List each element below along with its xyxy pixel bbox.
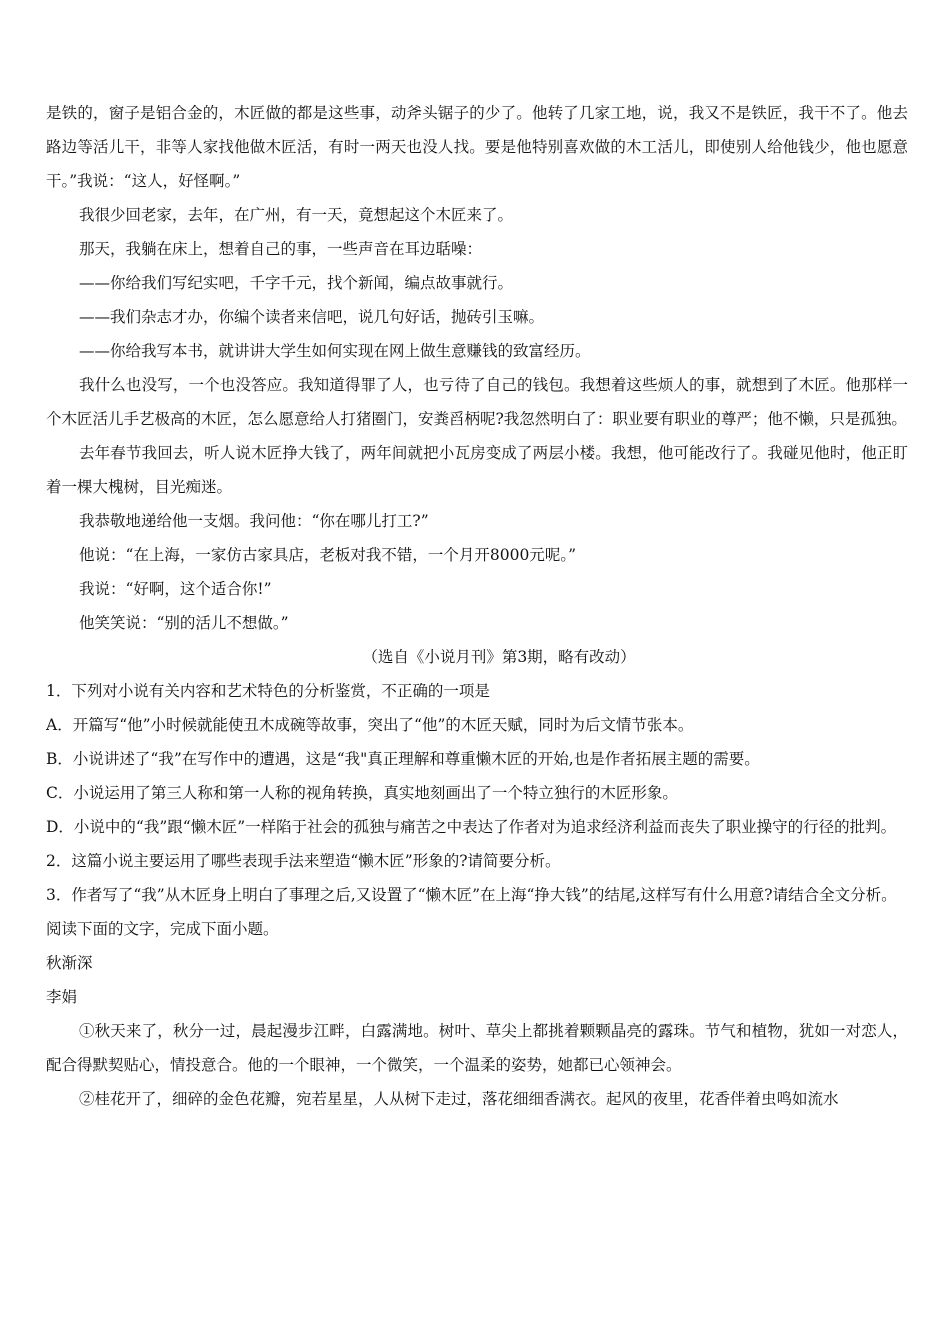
question-2: 2．这篇小说主要运用了哪些表现手法来塑造“懒木匠”形象的?请简要分析。 bbox=[46, 852, 561, 870]
story-paragraph: 我很少回老家，去年，在广州，有一天，竟想起这个木匠来了。 bbox=[79, 206, 514, 224]
essay-paragraph: ①秋天来了，秋分一过，晨起漫步江畔，白露满地。树叶、草尖上都挑着颗颗晶亮的露珠。节气和植物，犹如一对恋人，配合得默契贴心，情投意合。他的一个眼神，一个微笑，一个温柔的姿势，她都已心领神会。 bbox=[46, 1022, 908, 1074]
question-1-option-d: D．小说中的“我”跟“懒木匠”一样陷于社会的孤独与痛苦之中表达了作者对为追求经济利益而丧失了职业操守的行径的批判。 bbox=[46, 818, 897, 836]
source-citation: （选自《小说月刊》第3期，略有改动） bbox=[362, 648, 636, 666]
story-paragraph: 他说：“在上海，一家仿古家具店，老板对我不错，一个月开8000元呢。” bbox=[79, 546, 577, 564]
story-paragraph: 我说：“好啊，这个适合你!” bbox=[79, 580, 272, 598]
story-paragraph: 是铁的，窗子是铝合金的，木匠做的都是这些事，动斧头锯子的少了。他转了几家工地，说，我又不是铁匠，我干不了。他去路边等活儿干，非等人家找他做木匠活，有时一两天也没人找。要是他特别喜欢做的木工活儿，即使别人给他钱少，他也愿意干。”我说：“这人，好怪啊。” bbox=[46, 104, 908, 190]
essay-paragraph: ②桂花开了，细碎的金色花瓣，宛若星星，人从树下走过，落花细细香满衣。起风的夜里，花香伴着虫鸣如流水 bbox=[79, 1090, 839, 1108]
story-dialogue-line: ——你给我们写纪实吧，千字千元，找个新闻，编点故事就行。 bbox=[79, 274, 514, 292]
essay-author: 李娟 bbox=[46, 988, 78, 1006]
story-paragraph: 去年春节我回去，听人说木匠挣大钱了，两年间就把小瓦房变成了两层小楼。我想，他可能改行了。我碰见他时，他正盯着一棵大槐树，目光痴迷。 bbox=[46, 444, 908, 496]
story-dialogue-line: ——你给我写本书，就讲讲大学生如何实现在网上做生意赚钱的致富经历。 bbox=[79, 342, 591, 360]
question-3: 3．作者写了“我”从木匠身上明白了事理之后,又设置了“懒木匠”在上海“挣大钱”的结尾,这样写有什么用意?请结合全文分析。 bbox=[46, 886, 897, 904]
question-1-option-a: A．开篇写“他”小时候就能使丑木成碗等故事，突出了“他”的木匠天赋，同时为后文情节张本。 bbox=[46, 716, 694, 734]
essay-title: 秋渐深 bbox=[46, 954, 93, 972]
document-content bbox=[46, 96, 908, 1116]
question-1-stem: 1．下列对小说有关内容和艺术特色的分析鉴赏，不正确的一项是 bbox=[46, 682, 490, 700]
story-paragraph: 那天，我躺在床上，想着自己的事，一些声音在耳边聒噪： bbox=[79, 240, 483, 258]
story-paragraph: 我恭敬地递给他一支烟。我问他：“你在哪儿打工?” bbox=[79, 512, 429, 530]
story-dialogue-line: ——我们杂志才办，你编个读者来信吧，说几句好话，抛砖引玉嘛。 bbox=[79, 308, 545, 326]
story-paragraph: 我什么也没写，一个也没答应。我知道得罪了人，也亏待了自己的钱包。我想着这些烦人的事，就想到了木匠。他那样一个木匠活儿手艺极高的木匠，怎么愿意给人打猪圈门，安粪舀柄呢?我忽然明白了：职业要有职业的尊严；他不懒，只是孤独。 bbox=[46, 376, 908, 428]
reading-instruction: 阅读下面的文字，完成下面小题。 bbox=[46, 920, 279, 938]
question-1-option-c: C．小说运用了第三人称和第一人称的视角转换，真实地刻画出了一个特立独行的木匠形象。 bbox=[46, 784, 678, 802]
story-paragraph: 他笑笑说：“别的活儿不想做。” bbox=[79, 614, 289, 632]
question-1-option-b: B．小说讲述了“我”在写作中的遭遇，这是“我"真正理解和尊重懒木匠的开始,也是作者拓展主题的需要。 bbox=[46, 750, 760, 768]
